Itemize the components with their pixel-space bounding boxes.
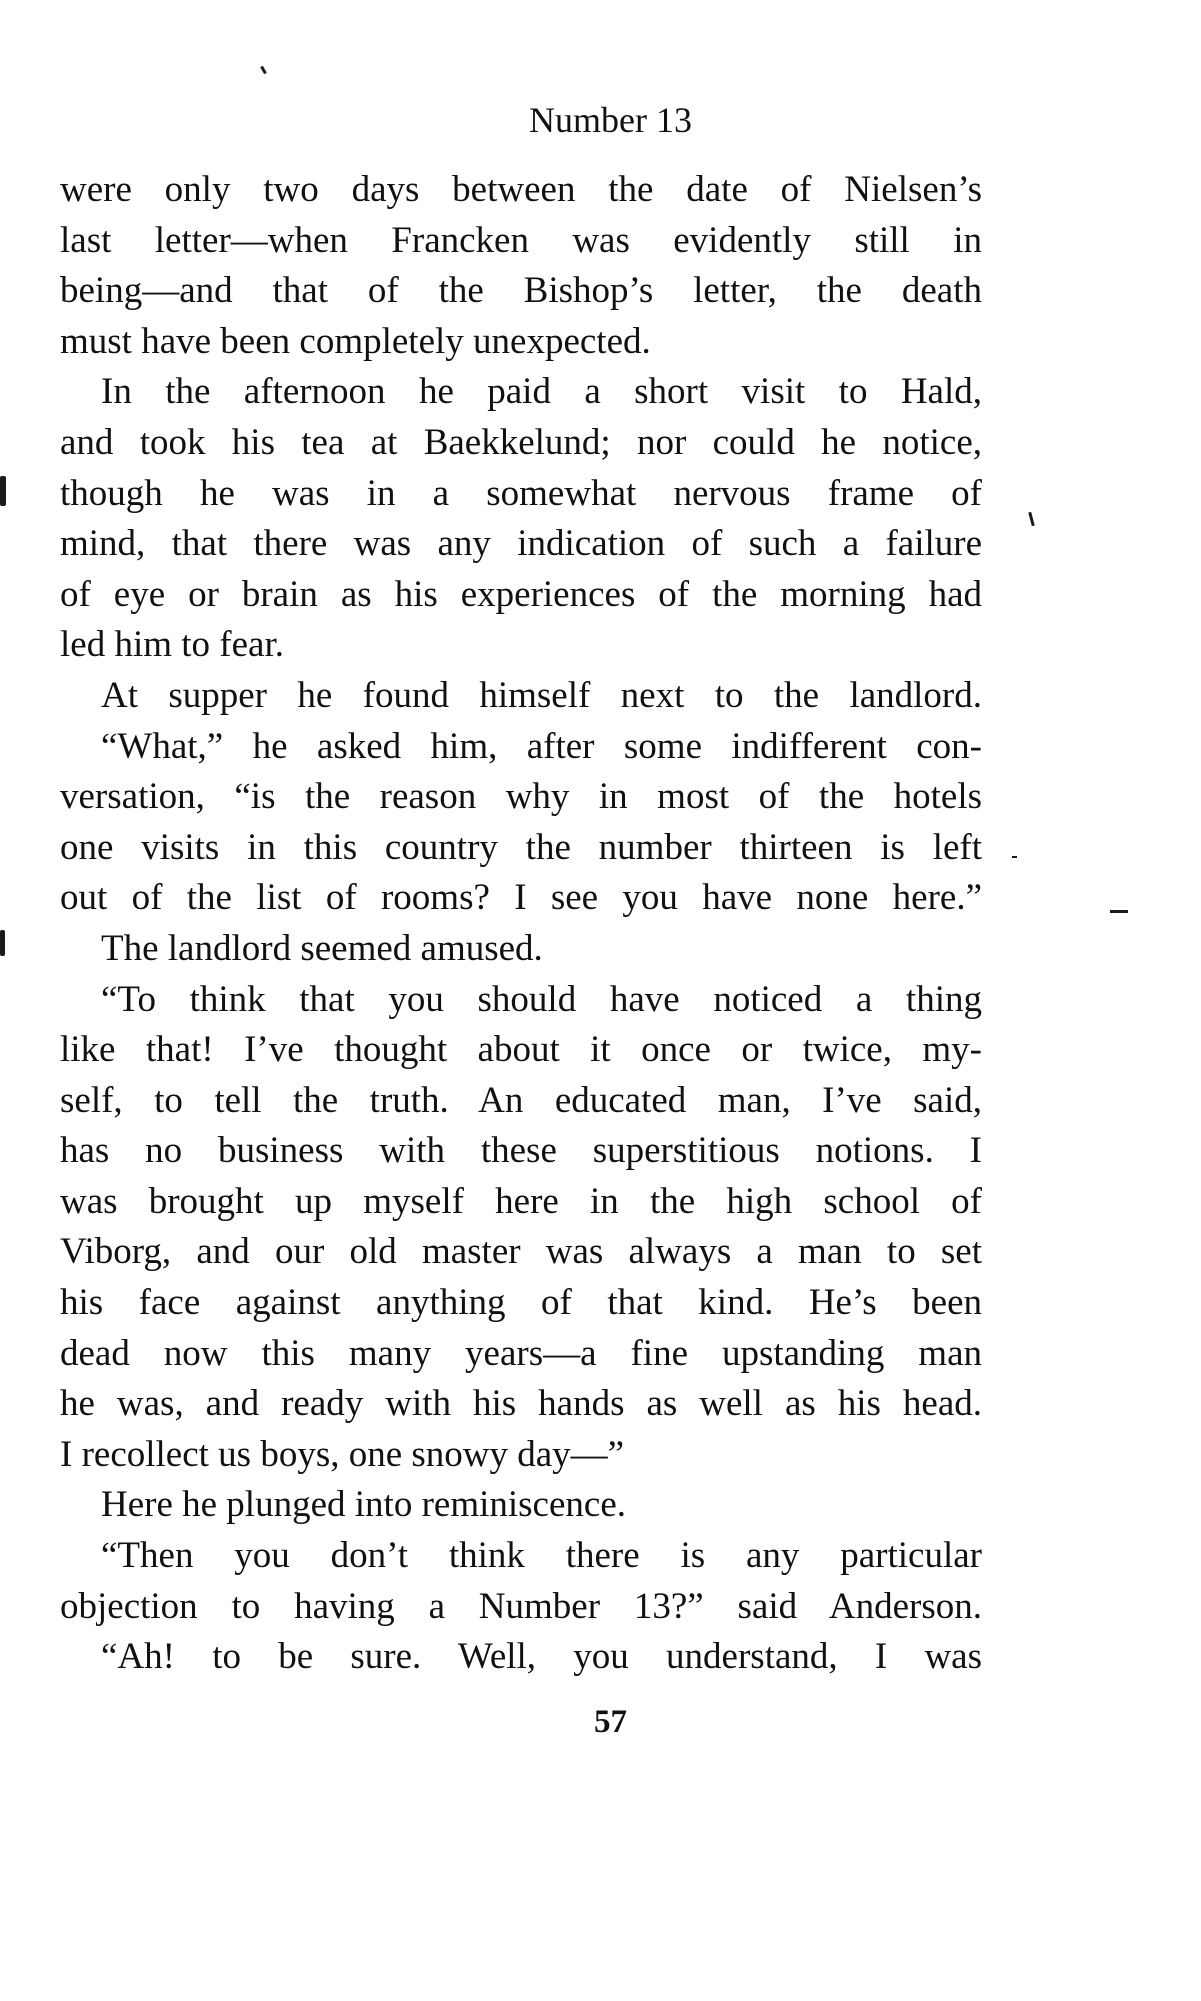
text-line: led him to fear. [60, 624, 284, 666]
text-line: “Ah! to be sure. Well, you understand, I was [101, 1636, 982, 1678]
scan-speck [0, 930, 5, 956]
text-line: “Then you don’t think there is any particular [101, 1535, 982, 1577]
text-line: self, to tell the truth. An educated man, I’ve said, [60, 1079, 982, 1121]
page-number: 57 [594, 1704, 627, 1740]
scan-speck [0, 476, 6, 506]
text-line: versation, “is the reason why in most of the hotels [60, 776, 982, 818]
text-line: though he was in a somewhat nervous frame of [60, 472, 982, 514]
scan-speck [260, 66, 267, 74]
text-line: At supper he found himself next to the landlord. [101, 674, 982, 716]
text-line: he was, and ready with his hands as well as his head. [60, 1383, 982, 1425]
text-line: were only two days between the date of Nielsen’s [60, 169, 982, 210]
text-line: “To think that you should have noticed a thing [101, 978, 982, 1020]
text-line: of eye or brain as his experiences of the morning had [60, 573, 982, 615]
text-line: being—and that of the Bishop’s letter, the death [60, 270, 982, 312]
text-line: one visits in this country the number thirteen is left [60, 826, 982, 868]
text-line: and took his tea at Baekkelund; nor could he notice, [60, 421, 982, 463]
text-line: must have been completely unexpected. [60, 320, 651, 362]
body-text [60, 165, 982, 1683]
running-title: Number 13 [529, 100, 692, 140]
text-line: like that! I’ve thought about it once or twice, my- [60, 1029, 982, 1071]
text-line: objection to having a Number 13?” said Anderson. [60, 1585, 982, 1627]
text-line: has no business with these superstitious notions. I [60, 1130, 982, 1172]
text-line: I recollect us boys, one snowy day—” [60, 1433, 625, 1475]
scan-speck [1012, 856, 1017, 858]
text-line: The landlord seemed amused. [101, 927, 543, 969]
text-line: was brought up myself here in the high school of [60, 1180, 982, 1222]
text-line: mind, that there was any indication of such a failure [60, 523, 982, 565]
text-line: In the afternoon he paid a short visit to Hald, [101, 371, 982, 413]
scan-speck [1028, 512, 1035, 526]
text-line: out of the list of rooms? I see you have none here.” [60, 877, 982, 919]
text-line: dead now this many years—a fine upstanding man [60, 1332, 982, 1374]
text-line: “What,” he asked him, after some indifferent con- [101, 725, 982, 767]
text-line: his face against anything of that kind. He’s been [60, 1282, 982, 1324]
text-line: Viborg, and our old master was always a man to set [60, 1231, 982, 1273]
text-line: last letter—when Francken was evidently still in [60, 219, 982, 261]
scan-speck [1110, 910, 1128, 913]
text-line: Here he plunged into reminiscence. [101, 1484, 626, 1526]
